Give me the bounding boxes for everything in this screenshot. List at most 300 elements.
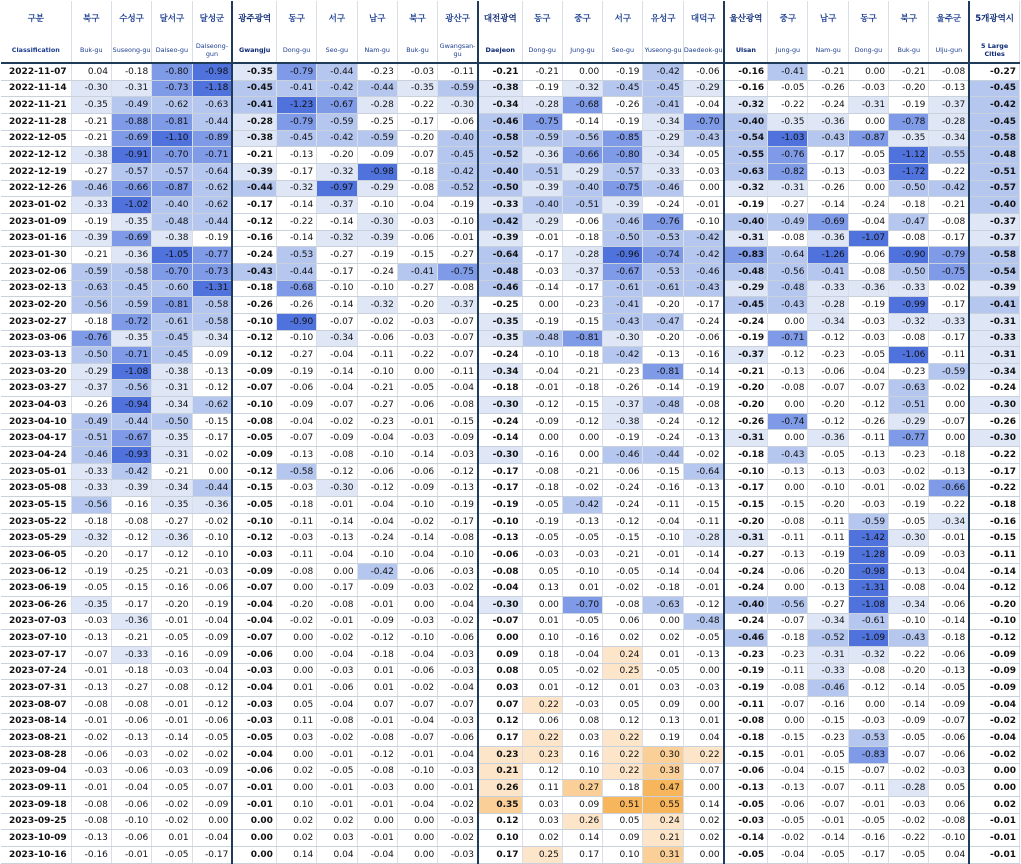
table-cell: -0.22 <box>889 830 929 847</box>
table-cell: -0.78 <box>889 113 929 130</box>
table-cell: -0.04 <box>969 730 1019 747</box>
table-cell: -0.38 <box>71 147 111 164</box>
table-cell: -0.03 <box>724 813 768 830</box>
table-cell: 0.22 <box>603 763 643 780</box>
table-cell: -0.04 <box>357 846 397 863</box>
table-cell: -0.18 <box>397 163 437 180</box>
table-cell: -0.05 <box>522 530 562 547</box>
table-cell: -0.34 <box>643 113 683 130</box>
header-region-ko: 서구 <box>603 1 643 37</box>
header-region-en: Ulju-gun <box>929 37 969 63</box>
table-cell: -0.10 <box>562 563 602 580</box>
table-cell: -0.05 <box>889 846 929 863</box>
table-cell: -0.13 <box>192 363 232 380</box>
table-cell: 0.00 <box>683 846 723 863</box>
table-cell: -0.03 <box>397 430 437 447</box>
table-cell: -0.79 <box>929 247 969 264</box>
table-cell: -0.19 <box>724 663 768 680</box>
header-region-ko: 달성군 <box>192 1 232 37</box>
table-cell: -0.13 <box>768 363 808 380</box>
row-date: 2023-05-22 <box>1 513 71 530</box>
table-cell: -0.48 <box>683 613 723 630</box>
table-cell: -0.05 <box>562 530 602 547</box>
table-cell: -0.63 <box>889 380 929 397</box>
table-cell: -0.19 <box>478 497 522 514</box>
row-date: 2022-11-28 <box>1 113 71 130</box>
table-cell: -0.08 <box>317 447 357 464</box>
table-cell: 0.14 <box>276 846 316 863</box>
table-cell: -0.35 <box>478 313 522 330</box>
table-cell: -0.02 <box>438 796 478 813</box>
table-cell: -0.17 <box>276 163 316 180</box>
table-cell: -0.14 <box>317 513 357 530</box>
table-cell: -0.97 <box>317 180 357 197</box>
table-cell: -0.03 <box>848 313 888 330</box>
table-cell: -0.10 <box>357 363 397 380</box>
table-cell: -0.16 <box>71 846 111 863</box>
table-cell: -0.06 <box>438 630 478 647</box>
table-cell: -0.29 <box>889 413 929 430</box>
table-cell: -1.42 <box>848 530 888 547</box>
table-cell: -0.12 <box>808 413 848 430</box>
table-cell: -0.10 <box>643 530 683 547</box>
row-date: 2023-03-13 <box>1 347 71 364</box>
table-cell: -0.20 <box>889 80 929 97</box>
table-cell: -0.20 <box>317 147 357 164</box>
table-cell: 0.35 <box>478 796 522 813</box>
table-cell: -0.59 <box>438 80 478 97</box>
table-cell: -0.08 <box>152 680 192 697</box>
table-cell: -0.18 <box>562 347 602 364</box>
table-cell: 0.03 <box>276 730 316 747</box>
table-cell: -0.45 <box>603 80 643 97</box>
table-cell: 0.03 <box>317 830 357 847</box>
table-cell: -0.04 <box>683 563 723 580</box>
table-row <box>1 447 1020 464</box>
table-cell: -0.19 <box>192 230 232 247</box>
table-cell: -0.37 <box>317 197 357 214</box>
table-cell: -0.27 <box>438 247 478 264</box>
table-cell: -0.06 <box>929 646 969 663</box>
table-cell: -0.68 <box>276 280 316 297</box>
table-cell: 0.10 <box>276 796 316 813</box>
table-cell: -0.18 <box>71 313 111 330</box>
table-cell: 0.01 <box>522 680 562 697</box>
table-cell: -0.55 <box>929 147 969 164</box>
table-row <box>1 363 1020 380</box>
table-cell: -0.02 <box>929 280 969 297</box>
row-date: 2023-10-16 <box>1 846 71 863</box>
table-cell: -0.15 <box>397 247 437 264</box>
table-cell: -0.38 <box>478 80 522 97</box>
row-date: 2022-12-19 <box>1 163 71 180</box>
table-cell: -0.05 <box>71 580 111 597</box>
table-cell: -0.06 <box>848 247 888 264</box>
header-region-ko: 남구 <box>808 1 848 37</box>
table-cell: -0.75 <box>438 263 478 280</box>
row-date: 2023-10-09 <box>1 830 71 847</box>
table-cell: -0.29 <box>71 363 111 380</box>
table-cell: -0.02 <box>276 613 316 630</box>
table-cell: -0.42 <box>969 97 1019 114</box>
header-classification-ko: 구분 <box>1 1 71 37</box>
table-cell: -0.19 <box>724 330 768 347</box>
table-cell: -0.27 <box>969 63 1019 80</box>
table-cell: -0.08 <box>111 696 151 713</box>
table-cell: -0.07 <box>317 313 357 330</box>
table-cell: -0.16 <box>152 646 192 663</box>
table-cell: -0.19 <box>603 63 643 80</box>
table-cell: 0.05 <box>603 696 643 713</box>
table-cell: -0.73 <box>152 80 192 97</box>
table-cell: -0.17 <box>111 547 151 564</box>
table-cell: -0.09 <box>397 480 437 497</box>
table-cell: -0.13 <box>683 480 723 497</box>
table-cell: -0.12 <box>683 413 723 430</box>
table-cell: -0.41 <box>768 63 808 80</box>
table-cell: -0.05 <box>889 730 929 747</box>
table-cell: -0.43 <box>683 280 723 297</box>
header-region-ko: 북구 <box>889 1 929 37</box>
table-cell: 0.00 <box>276 580 316 597</box>
table-cell: -0.23 <box>357 63 397 80</box>
table-cell: 0.04 <box>929 846 969 863</box>
table-cell: -0.02 <box>192 746 232 763</box>
table-cell: -0.03 <box>848 330 888 347</box>
table-cell: 0.02 <box>276 830 316 847</box>
table-cell: -0.08 <box>683 397 723 414</box>
table-cell: -0.37 <box>929 97 969 114</box>
table-cell: -0.13 <box>889 563 929 580</box>
table-cell: -0.01 <box>357 830 397 847</box>
table-cell: -0.36 <box>808 113 848 130</box>
table-cell: -0.24 <box>478 347 522 364</box>
table-cell: -0.01 <box>969 813 1019 830</box>
table-cell: -0.50 <box>478 180 522 197</box>
table-cell: -0.39 <box>522 180 562 197</box>
table-cell: -0.13 <box>808 163 848 180</box>
table-row <box>1 463 1020 480</box>
header-region-en: Daedeok-gu <box>683 37 723 63</box>
table-cell: -0.70 <box>152 147 192 164</box>
table-cell: -0.69 <box>111 230 151 247</box>
table-cell: -0.36 <box>522 147 562 164</box>
table-cell: -0.20 <box>889 663 929 680</box>
table-cell: -0.10 <box>929 830 969 847</box>
row-date: 2023-04-24 <box>1 447 71 464</box>
table-cell: -0.04 <box>317 380 357 397</box>
header-region-en: Dong-gu <box>848 37 888 63</box>
table-cell: -0.04 <box>929 580 969 597</box>
header-region-ko: 북구 <box>397 1 437 37</box>
table-cell: -0.10 <box>969 613 1019 630</box>
table-cell: -0.03 <box>522 547 562 564</box>
table-cell: -0.01 <box>683 197 723 214</box>
table-cell: -0.61 <box>603 280 643 297</box>
table-cell: -0.06 <box>397 563 437 580</box>
table-cell: -0.42 <box>317 80 357 97</box>
table-cell: -0.06 <box>683 63 723 80</box>
table-cell: -0.18 <box>276 497 316 514</box>
table-cell: -0.11 <box>929 347 969 364</box>
table-cell: -0.06 <box>768 796 808 813</box>
table-cell: -0.01 <box>808 813 848 830</box>
row-date: 2023-01-09 <box>1 213 71 230</box>
table-cell: 0.00 <box>276 746 316 763</box>
table-cell: -0.53 <box>643 263 683 280</box>
table-cell: -0.11 <box>768 530 808 547</box>
table-cell: -0.10 <box>357 197 397 214</box>
table-row <box>1 130 1020 147</box>
table-cell: -0.11 <box>357 347 397 364</box>
table-cell: -0.31 <box>768 180 808 197</box>
table-cell: 0.04 <box>683 730 723 747</box>
table-cell: -0.40 <box>438 130 478 147</box>
table-row <box>1 80 1020 97</box>
table-cell: 0.00 <box>317 563 357 580</box>
table-cell: -0.67 <box>111 430 151 447</box>
table-cell: -0.03 <box>522 263 562 280</box>
table-cell: -0.16 <box>848 830 888 847</box>
table-row <box>1 180 1020 197</box>
table-row <box>1 247 1020 264</box>
table-cell: 0.17 <box>478 846 522 863</box>
table-cell: -0.46 <box>603 213 643 230</box>
table-cell: 0.01 <box>643 646 683 663</box>
table-cell: -0.18 <box>724 730 768 747</box>
table-cell: -0.13 <box>478 530 522 547</box>
table-cell: -0.62 <box>192 397 232 414</box>
table-cell: -0.07 <box>232 580 276 597</box>
table-cell: -0.20 <box>724 397 768 414</box>
table-cell: -0.21 <box>808 63 848 80</box>
table-cell: -0.24 <box>478 413 522 430</box>
table-cell: 0.08 <box>478 663 522 680</box>
table-cell: -0.21 <box>929 197 969 214</box>
table-cell: 0.02 <box>969 796 1019 813</box>
table-cell: 0.00 <box>562 63 602 80</box>
table-cell: 0.00 <box>397 363 437 380</box>
table-cell: -0.33 <box>643 163 683 180</box>
table-cell: -0.22 <box>969 480 1019 497</box>
table-cell: -0.05 <box>808 746 848 763</box>
table-cell: -0.10 <box>397 763 437 780</box>
table-cell: -0.23 <box>889 363 929 380</box>
table-cell: -0.19 <box>683 380 723 397</box>
table-cell: 0.00 <box>768 430 808 447</box>
table-cell: -0.17 <box>562 280 602 297</box>
table-cell: -1.26 <box>808 247 848 264</box>
table-cell: -0.40 <box>152 197 192 214</box>
table-cell: -0.03 <box>232 696 276 713</box>
table-cell: -0.23 <box>357 413 397 430</box>
table-cell: -0.02 <box>192 447 232 464</box>
table-cell: -0.79 <box>276 63 316 80</box>
table-cell: -0.37 <box>562 263 602 280</box>
table-cell: -0.18 <box>724 447 768 464</box>
table-cell: -0.80 <box>603 147 643 164</box>
table-cell: 0.12 <box>478 813 522 830</box>
table-cell: -0.01 <box>357 796 397 813</box>
row-date: 2023-07-03 <box>1 613 71 630</box>
table-cell: -0.59 <box>929 363 969 380</box>
row-date: 2022-11-07 <box>1 63 71 80</box>
table-cell: -0.26 <box>276 297 316 314</box>
table-cell: -0.31 <box>111 80 151 97</box>
table-cell: -0.11 <box>683 513 723 530</box>
table-cell: -0.03 <box>889 796 929 813</box>
row-date: 2023-06-26 <box>1 597 71 614</box>
table-cell: -0.26 <box>232 297 276 314</box>
table-cell: -0.50 <box>889 263 929 280</box>
table-row <box>1 163 1020 180</box>
header-region-en: Nam-gu <box>808 37 848 63</box>
table-cell: -0.19 <box>522 513 562 530</box>
table-cell: -0.04 <box>397 713 437 730</box>
table-cell: -0.42 <box>603 347 643 364</box>
table-cell: -0.02 <box>397 680 437 697</box>
table-cell: -0.50 <box>889 180 929 197</box>
table-cell: -0.03 <box>152 663 192 680</box>
table-cell: -0.18 <box>969 497 1019 514</box>
row-date: 2023-05-15 <box>1 497 71 514</box>
table-cell: -0.06 <box>397 663 437 680</box>
table-cell: -0.48 <box>969 147 1019 164</box>
table-cell: -0.14 <box>643 563 683 580</box>
table-cell: -0.32 <box>317 230 357 247</box>
table-cell: -0.01 <box>71 780 111 797</box>
table-cell: -0.08 <box>929 813 969 830</box>
table-cell: -0.53 <box>643 230 683 247</box>
table-cell: 0.00 <box>192 463 232 480</box>
table-cell: -0.03 <box>848 713 888 730</box>
table-cell: -0.85 <box>603 130 643 147</box>
table-cell: -0.16 <box>522 447 562 464</box>
table-cell: -0.56 <box>768 597 808 614</box>
table-row <box>1 313 1020 330</box>
table-cell: -0.03 <box>152 763 192 780</box>
table-cell: -0.32 <box>889 313 929 330</box>
table-cell: -0.08 <box>929 213 969 230</box>
table-cell: -0.42 <box>929 180 969 197</box>
table-cell: -0.26 <box>808 80 848 97</box>
table-cell: -0.25 <box>478 297 522 314</box>
table-cell: -0.37 <box>603 397 643 414</box>
table-cell: -0.04 <box>192 613 232 630</box>
table-cell: -0.80 <box>152 63 192 80</box>
table-cell: -0.06 <box>232 763 276 780</box>
header-region-ko: 달서구 <box>152 1 192 37</box>
table-cell: -0.12 <box>808 330 848 347</box>
table-cell: -0.14 <box>317 213 357 230</box>
table-cell: -0.40 <box>478 163 522 180</box>
table-row <box>1 713 1020 730</box>
table-cell: 0.21 <box>643 830 683 847</box>
table-cell: -0.14 <box>683 547 723 564</box>
table-cell: -0.07 <box>397 147 437 164</box>
table-cell: 0.01 <box>357 663 397 680</box>
table-cell: -0.74 <box>768 413 808 430</box>
table-cell: -0.70 <box>562 597 602 614</box>
table-cell: 0.06 <box>603 613 643 630</box>
table-cell: -1.12 <box>889 147 929 164</box>
table-cell: -0.06 <box>929 746 969 763</box>
table-cell: -0.04 <box>438 680 478 697</box>
table-cell: -0.09 <box>969 646 1019 663</box>
table-cell: -0.63 <box>71 280 111 297</box>
row-date: 2023-06-19 <box>1 580 71 597</box>
table-cell: -0.17 <box>192 430 232 447</box>
table-cell: -0.01 <box>929 530 969 547</box>
table-row <box>1 680 1020 697</box>
table-cell: -0.42 <box>357 563 397 580</box>
table-cell: -0.82 <box>768 163 808 180</box>
table-cell: -0.63 <box>192 97 232 114</box>
table-cell: 0.17 <box>562 846 602 863</box>
table-cell: 0.00 <box>683 696 723 713</box>
table-cell: -0.44 <box>192 213 232 230</box>
table-cell: -0.30 <box>438 97 478 114</box>
table-cell: -0.22 <box>889 646 929 663</box>
table-cell: -0.09 <box>232 563 276 580</box>
table-cell: -0.09 <box>192 796 232 813</box>
table-cell: -0.26 <box>969 413 1019 430</box>
table-row <box>1 63 1020 80</box>
table-cell: -0.01 <box>848 480 888 497</box>
table-cell: -0.03 <box>357 780 397 797</box>
price-change-table <box>1 1 1020 864</box>
table-cell: -0.33 <box>478 197 522 214</box>
table-cell: -0.17 <box>522 247 562 264</box>
table-cell: -0.33 <box>808 663 848 680</box>
table-cell: -0.45 <box>724 297 768 314</box>
table-cell: -0.06 <box>683 330 723 347</box>
table-cell: -0.03 <box>438 663 478 680</box>
table-cell: -0.03 <box>232 663 276 680</box>
table-cell: -0.58 <box>192 313 232 330</box>
table-cell: -0.20 <box>808 563 848 580</box>
table-cell: -0.36 <box>152 530 192 547</box>
table-cell: -0.09 <box>522 413 562 430</box>
table-cell: -0.19 <box>724 680 768 697</box>
table-cell: -0.51 <box>969 163 1019 180</box>
table-cell: -0.14 <box>889 680 929 697</box>
table-cell: -0.01 <box>357 597 397 614</box>
table-cell: -0.24 <box>724 313 768 330</box>
table-cell: -0.15 <box>724 746 768 763</box>
table-cell: -0.21 <box>562 363 602 380</box>
table-cell: -0.42 <box>478 213 522 230</box>
table-cell: -0.30 <box>969 397 1019 414</box>
table-cell: -0.32 <box>357 297 397 314</box>
table-cell: -0.03 <box>71 763 111 780</box>
table-cell: -0.14 <box>562 113 602 130</box>
table-cell: -0.09 <box>889 547 929 564</box>
table-cell: 0.00 <box>276 780 316 797</box>
table-cell: -0.98 <box>192 63 232 80</box>
table-cell: -0.26 <box>848 413 888 430</box>
table-cell: -0.69 <box>111 130 151 147</box>
table-cell: -0.22 <box>397 347 437 364</box>
table-cell: -0.12 <box>357 630 397 647</box>
table-cell: 0.16 <box>562 746 602 763</box>
table-cell: -0.06 <box>603 463 643 480</box>
table-cell: -0.42 <box>317 130 357 147</box>
table-cell: -0.10 <box>397 497 437 514</box>
table-cell: -0.20 <box>724 380 768 397</box>
header-region-en: Dalseong-gun <box>192 37 232 63</box>
table-cell: -0.30 <box>71 80 111 97</box>
